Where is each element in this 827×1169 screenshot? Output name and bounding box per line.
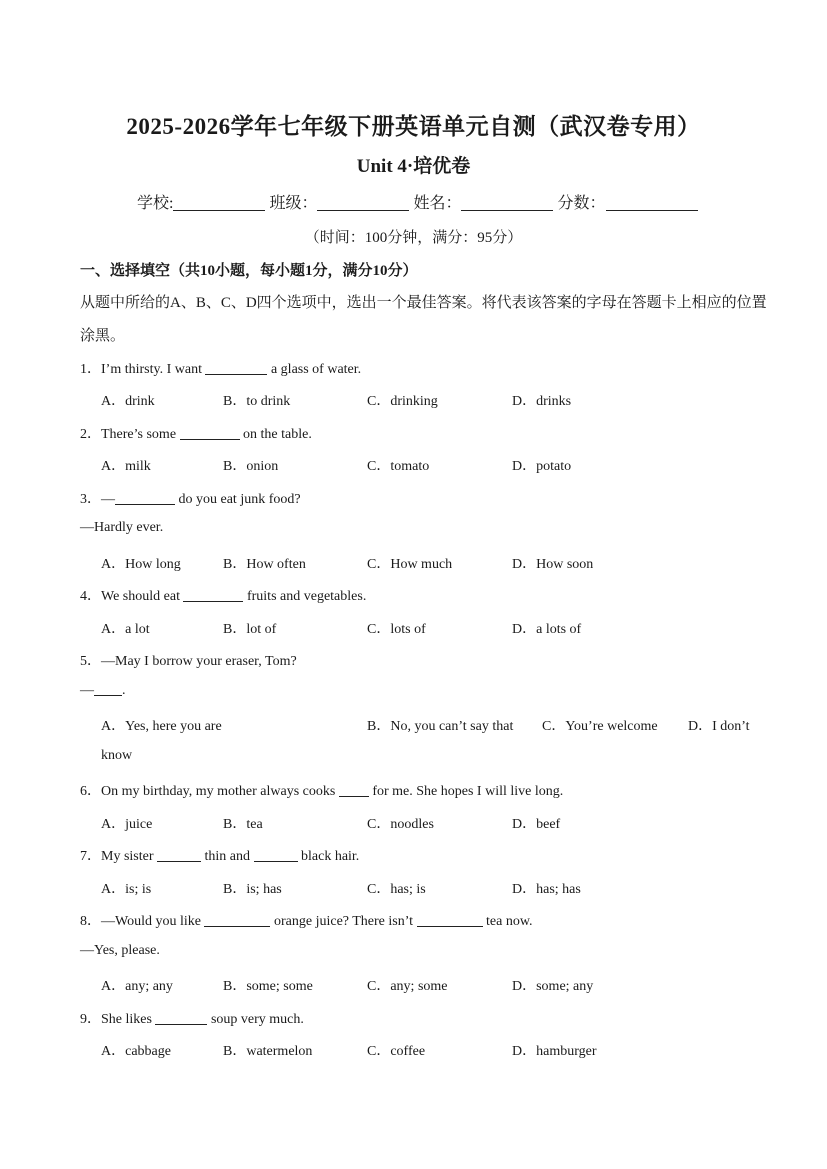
option-c[interactable]: C．coffee	[367, 1044, 426, 1059]
question-text: 9．She likes	[80, 1012, 156, 1027]
question-2	[80, 423, 312, 443]
question-7	[80, 845, 359, 865]
answer-blank[interactable]	[183, 589, 243, 602]
score-label: 分数：	[557, 195, 606, 212]
option-b[interactable]: B．to drink	[223, 394, 291, 409]
option-a[interactable]: A．is; is	[101, 882, 152, 897]
class-label: 班级：	[269, 195, 318, 212]
option-b[interactable]: B．is; has	[223, 882, 282, 897]
option-b[interactable]: B．lot of	[223, 622, 277, 637]
question-text: a glass of water.	[267, 362, 362, 377]
question-8-reply: —Yes, please.	[80, 943, 160, 958]
option-d[interactable]: D．I don’t	[688, 719, 750, 734]
option-c[interactable]: C．You’re welcome	[542, 719, 658, 734]
option-d[interactable]: D．beef	[512, 817, 561, 832]
option-d[interactable]: D．potato	[512, 459, 572, 474]
option-a[interactable]: A．a lot	[101, 622, 150, 637]
option-b[interactable]: B．No, you can’t say that	[367, 719, 514, 734]
question-text: —	[80, 683, 94, 698]
page-subtitle: Unit 4·培优卷	[356, 156, 471, 177]
question-text: black hair.	[297, 849, 360, 864]
option-b[interactable]: B．onion	[223, 459, 279, 474]
option-d-wrap[interactable]: know	[101, 748, 133, 763]
section-title: 一、选择填空（共10小题，每小题1分，满分10分）	[80, 263, 418, 279]
class-blank[interactable]	[317, 194, 409, 211]
question-9	[80, 1008, 304, 1028]
question-text: 7．My sister	[80, 849, 157, 864]
option-d[interactable]: D．some; any	[512, 979, 594, 994]
question-5-reply	[80, 683, 126, 699]
question-4	[80, 585, 366, 605]
answer-blank[interactable]	[155, 1012, 207, 1025]
school-label: 学校:	[137, 195, 174, 212]
answer-blank[interactable]	[115, 492, 175, 505]
option-b[interactable]: B．some; some	[223, 979, 313, 994]
question-text: tea now.	[482, 914, 533, 929]
option-a[interactable]: A．juice	[101, 817, 153, 832]
answer-blank[interactable]	[205, 362, 267, 375]
question-text: thin and	[201, 849, 254, 864]
question-text: for me. She hopes I will live long.	[368, 784, 564, 799]
question-text: on the table.	[239, 427, 312, 442]
name-label: 姓名：	[413, 195, 462, 212]
school-blank[interactable]	[173, 194, 265, 211]
name-blank[interactable]	[461, 194, 553, 211]
question-text: 2．There’s some	[80, 427, 180, 442]
option-c[interactable]: C．tomato	[367, 459, 430, 474]
option-c[interactable]: C．any; some	[367, 979, 448, 994]
page-title: 2025-2026学年七年级下册英语单元自测（武汉卷专用）	[126, 114, 701, 139]
option-c[interactable]: C．has; is	[367, 882, 426, 897]
student-info-line	[137, 190, 698, 213]
question-text: 1．I’m thirsty. I want	[80, 362, 206, 377]
question-6	[80, 780, 563, 800]
time-info: （时间：100分钟，满分：95分）	[304, 230, 523, 246]
option-a[interactable]: A．any; any	[101, 979, 173, 994]
question-1	[80, 358, 361, 378]
option-a[interactable]: A．How long	[101, 557, 181, 572]
option-d[interactable]: D．a lots of	[512, 622, 582, 637]
section-instruction: 从题中所给的A、B、C、D四个选项中，选出一个最佳答案。将代表该答案的字母在答题卡上相应的位置	[80, 295, 767, 311]
option-d[interactable]: D．drinks	[512, 394, 572, 409]
answer-blank[interactable]	[180, 427, 240, 440]
question-text: .	[122, 683, 126, 698]
answer-blank[interactable]	[204, 914, 270, 927]
option-a[interactable]: A．drink	[101, 394, 155, 409]
question-text: 4．We should eat	[80, 589, 184, 604]
option-a[interactable]: A．Yes, here you are	[101, 719, 222, 734]
option-c[interactable]: C．noodles	[367, 817, 434, 832]
question-text: soup very much.	[207, 1012, 304, 1027]
question-text: 8．—Would you like	[80, 914, 205, 929]
option-a[interactable]: A．milk	[101, 459, 151, 474]
question-5: 5．—May I borrow your eraser, Tom?	[80, 654, 297, 669]
option-a[interactable]: A．cabbage	[101, 1044, 171, 1059]
option-d[interactable]: D．has; has	[512, 882, 581, 897]
score-blank[interactable]	[606, 194, 698, 211]
answer-blank[interactable]	[254, 849, 298, 862]
option-b[interactable]: B．How often	[223, 557, 306, 572]
answer-blank[interactable]	[417, 914, 483, 927]
option-b[interactable]: B．tea	[223, 817, 263, 832]
option-d[interactable]: D．hamburger	[512, 1044, 597, 1059]
option-c[interactable]: C．lots of	[367, 622, 426, 637]
question-text: fruits and vegetables.	[243, 589, 367, 604]
option-c[interactable]: C．drinking	[367, 394, 438, 409]
section-instruction-cont: 涂黑。	[80, 328, 126, 344]
option-b[interactable]: B．watermelon	[223, 1044, 313, 1059]
answer-blank[interactable]	[94, 683, 122, 696]
question-text: 6．On my birthday, my mother always cooks	[80, 784, 339, 799]
question-3	[80, 488, 301, 508]
question-text: orange juice? There isn’t	[270, 914, 417, 929]
answer-blank[interactable]	[339, 784, 369, 797]
option-c[interactable]: C．How much	[367, 557, 453, 572]
question-3-reply: —Hardly ever.	[80, 520, 164, 535]
question-text: 3．—	[80, 492, 115, 507]
answer-blank[interactable]	[157, 849, 201, 862]
question-text: do you eat junk food?	[175, 492, 301, 507]
option-d[interactable]: D．How soon	[512, 557, 594, 572]
question-8	[80, 910, 533, 930]
